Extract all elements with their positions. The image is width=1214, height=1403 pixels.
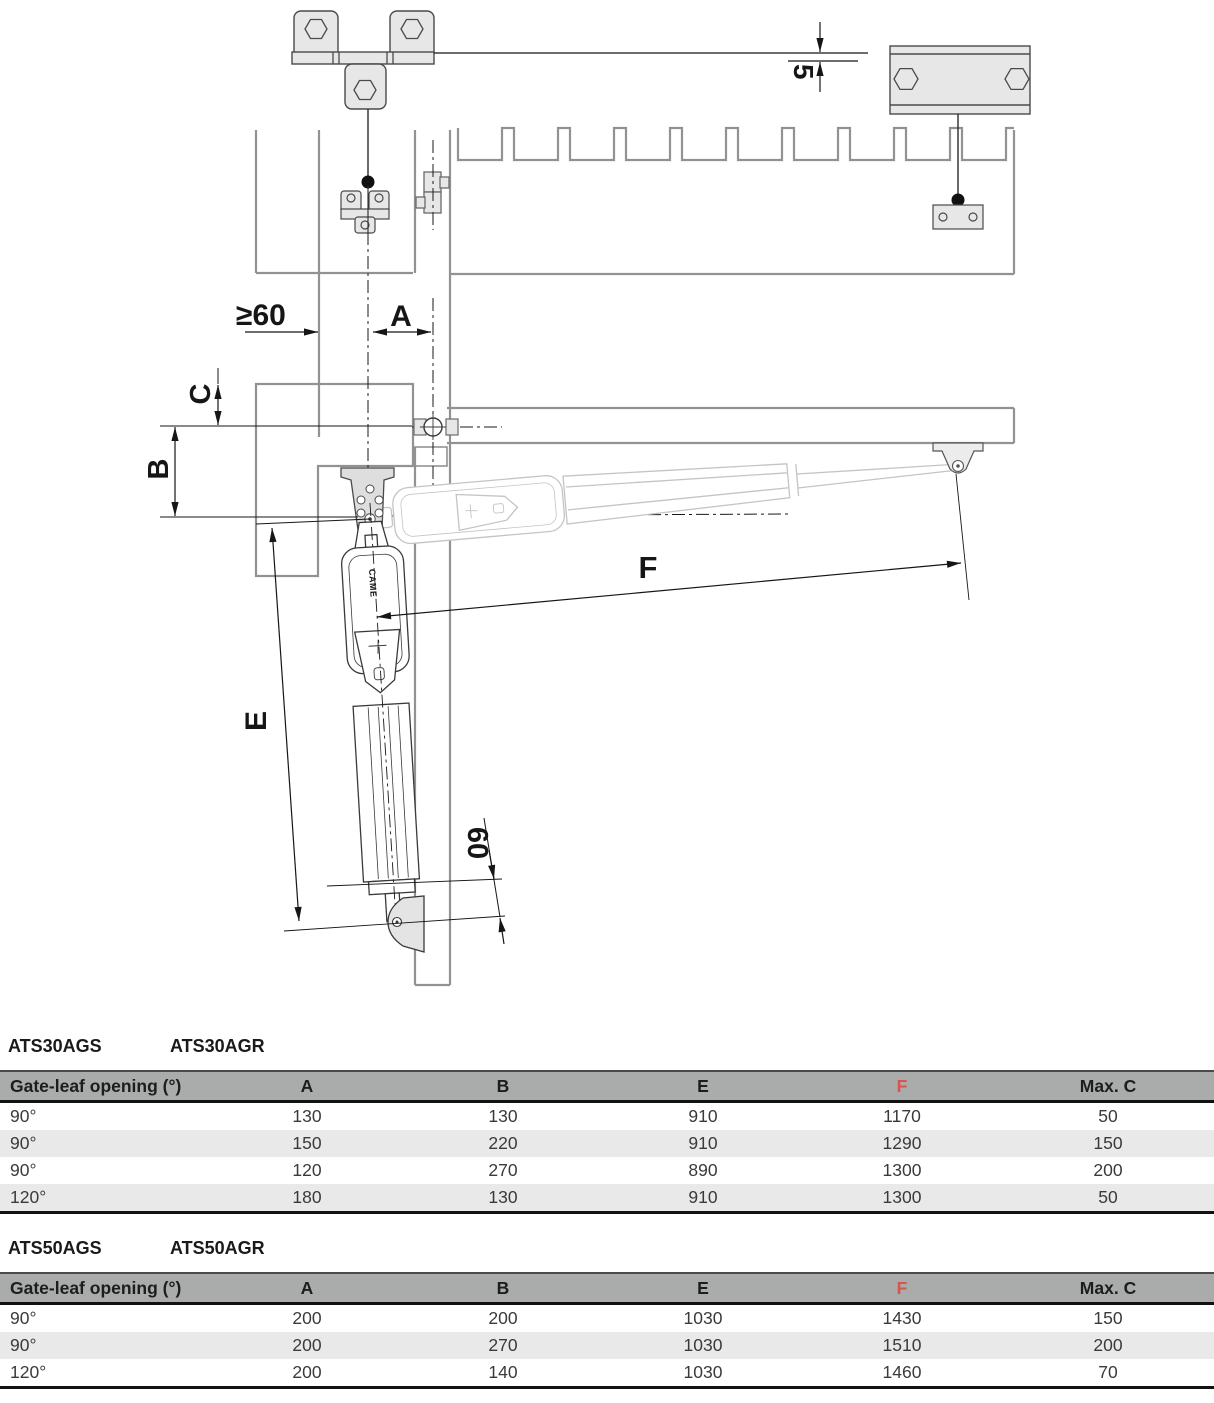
column-header: B xyxy=(402,1273,604,1304)
spec-table-ats50 xyxy=(0,1272,1214,1389)
dim-e-label: E xyxy=(240,710,273,732)
table-cell: 50 xyxy=(1098,1106,1118,1126)
dim-c-label: C xyxy=(185,383,217,405)
table-cell: 130 xyxy=(488,1106,518,1126)
table-cell: 1030 xyxy=(683,1308,723,1328)
table-cell: 270 xyxy=(402,1332,604,1359)
offset-60-label: 60 xyxy=(461,826,493,860)
dimension-lines xyxy=(160,332,969,944)
model-names xyxy=(8,1238,1214,1259)
table-cell: 1030 xyxy=(604,1332,802,1359)
table-header-row xyxy=(0,1071,1214,1102)
table-row xyxy=(0,1359,1214,1388)
column-header: A xyxy=(212,1273,402,1304)
column-header: F xyxy=(802,1071,1002,1102)
pillar-front-view xyxy=(256,130,415,437)
column-header: E xyxy=(604,1071,802,1102)
table-cell: 130 xyxy=(292,1106,322,1126)
table-cell: 200 xyxy=(488,1308,518,1328)
gap-5-label: 5 xyxy=(788,64,819,80)
dim-b-label: B xyxy=(143,458,175,480)
table-cell: 50 xyxy=(1002,1184,1214,1213)
front-plate-hardware xyxy=(890,46,1030,114)
table-cell: 200 xyxy=(292,1362,322,1382)
actuator-open xyxy=(339,520,425,923)
table-cell: 90° xyxy=(10,1160,37,1180)
table-cell: 270 xyxy=(488,1160,518,1180)
table-cell: 150 xyxy=(1002,1130,1214,1157)
table-row xyxy=(0,1157,1214,1184)
table-cell: 140 xyxy=(488,1362,518,1382)
table-cell: 120° xyxy=(0,1184,212,1213)
table-cell: 200 xyxy=(212,1332,402,1359)
column-header: E xyxy=(604,1273,802,1304)
table-cell: 1510 xyxy=(802,1332,1002,1359)
column-header: Max. C xyxy=(1002,1071,1214,1102)
column-header: F xyxy=(802,1273,1002,1304)
table-cell: 1300 xyxy=(802,1184,1002,1213)
actuator-closed-ghost xyxy=(374,440,959,546)
model-name: ATS30AGR xyxy=(170,1036,265,1056)
table-row xyxy=(0,1184,1214,1213)
dimension-gap-5 xyxy=(434,22,868,92)
table-cell: 120° xyxy=(10,1362,47,1382)
brand-micro-label: CAME xyxy=(366,568,379,598)
table-cell: 70 xyxy=(1098,1362,1118,1382)
spec-table-ats30 xyxy=(0,1070,1214,1214)
gate-bracket-plan xyxy=(933,443,983,473)
model-name: ATS30AGS xyxy=(8,1036,102,1056)
table-cell: 1300 xyxy=(882,1160,922,1180)
model-names xyxy=(8,1036,1214,1057)
gate-leaf-front-view xyxy=(450,128,1014,985)
table-cell: 910 xyxy=(604,1184,802,1213)
gate-plate-front xyxy=(933,205,983,229)
table-row xyxy=(0,1304,1214,1333)
dim-f-label: F xyxy=(638,550,658,585)
rear-bracket-hardware xyxy=(292,11,434,109)
hinge-plan xyxy=(414,414,458,440)
table-cell: 1290 xyxy=(802,1130,1002,1157)
table-cell: 130 xyxy=(402,1184,604,1213)
gate-leaf-closed xyxy=(415,408,1014,466)
column-header: B xyxy=(402,1071,604,1102)
table-cell: 180 xyxy=(212,1184,402,1213)
model-name: ATS50AGR xyxy=(170,1238,265,1258)
table-cell: 90° xyxy=(10,1106,37,1126)
table-cell: 1460 xyxy=(882,1362,922,1382)
spec-section-ats30 xyxy=(0,1036,1214,1214)
table-cell: 200 xyxy=(1093,1160,1123,1180)
table-row xyxy=(0,1102,1214,1131)
table-cell: 150 xyxy=(1093,1308,1123,1328)
swivel-bracket-front xyxy=(341,191,389,233)
table-cell: 220 xyxy=(402,1130,604,1157)
table-cell: 90° xyxy=(0,1130,212,1157)
table-cell: 1170 xyxy=(883,1106,921,1126)
dim-a-label: A xyxy=(390,300,412,333)
column-header: A xyxy=(212,1071,402,1102)
table-cell: 200 xyxy=(1002,1332,1214,1359)
table-row xyxy=(0,1130,1214,1157)
table-cell: 1030 xyxy=(683,1362,723,1382)
column-header: Gate-leaf opening (°) xyxy=(0,1071,212,1102)
table-cell: 910 xyxy=(604,1130,802,1157)
table-cell: 90° xyxy=(10,1308,37,1328)
table-cell: 90° xyxy=(0,1332,212,1359)
table-cell: 910 xyxy=(688,1106,718,1126)
table-cell: 120 xyxy=(292,1160,322,1180)
table-header-row xyxy=(0,1273,1214,1304)
table-row xyxy=(0,1332,1214,1359)
min-pillar-label: ≥60 xyxy=(236,299,286,332)
column-header: Gate-leaf opening (°) xyxy=(0,1273,212,1304)
left-leader xyxy=(362,109,375,189)
table-cell: 890 xyxy=(688,1160,718,1180)
table-cell: 200 xyxy=(292,1308,322,1328)
table-cell: 1430 xyxy=(882,1308,922,1328)
column-header: Max. C xyxy=(1002,1273,1214,1304)
spec-section-ats50 xyxy=(0,1238,1214,1389)
model-name: ATS50AGS xyxy=(8,1238,102,1258)
table-cell: 150 xyxy=(212,1130,402,1157)
